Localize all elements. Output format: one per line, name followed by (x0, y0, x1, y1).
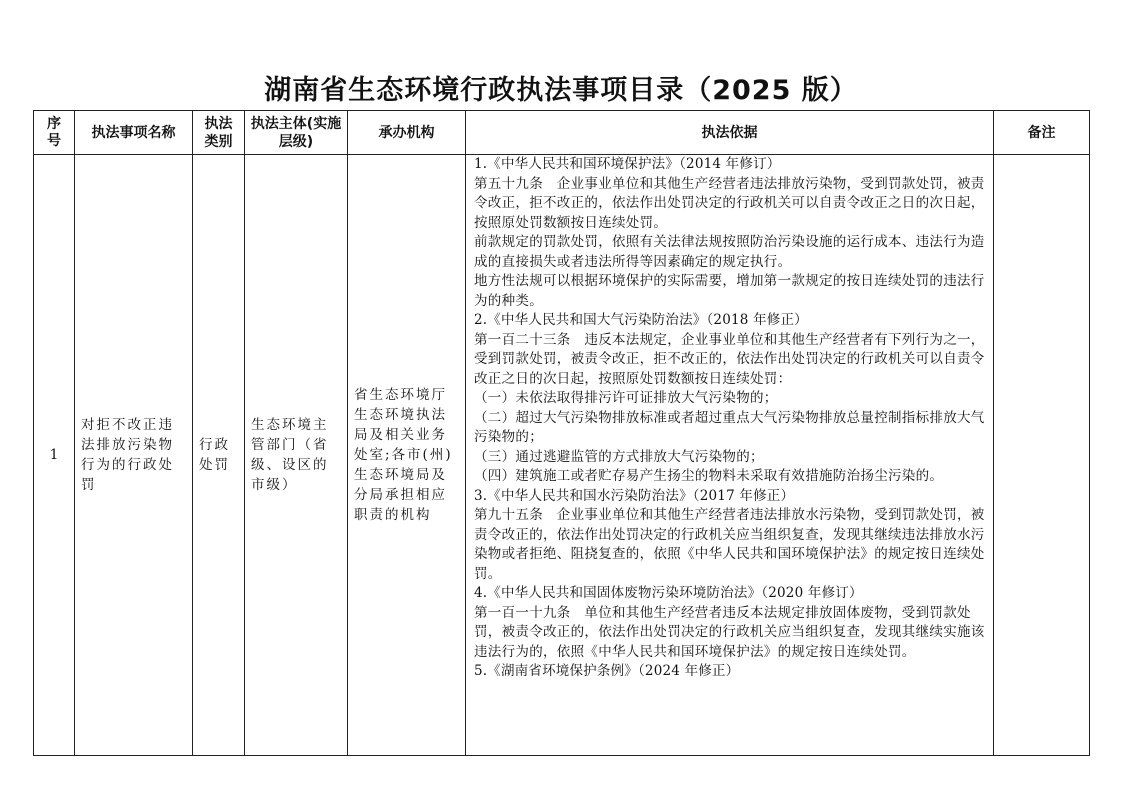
basis-item: （一）未依法取得排污许可证排放大气污染物的； (474, 390, 778, 406)
basis-article: 第一百二十三条 违反本法规定，企业事业单位和其他生产经营者有下列行为之一，受到罚款处罚，被责令改正，拒不改正的，依法作出处罚决定的行政机关可以自责令改正之日的次日起，按照原处罚数额按日连续处罚： (474, 331, 985, 387)
basis-item: （三）通过逃避监管的方式排放大气污染物的； (474, 448, 764, 465)
enforcement-table (33, 110, 1090, 756)
basis-article: 第五十九条 企业事业单位和其他生产经营者违法排放污染物，受到罚款处罚，被责令改正，拒不改正的，依法作出处罚决定的行政机关可以自责令改正之日的次日起，按照原处罚数额按日连续处罚。 (474, 175, 985, 231)
basis-law-3: 3.《中华人民共和国水污染防治法》（2017 年修正） (474, 487, 795, 504)
header-type: 执法类别 (193, 111, 245, 155)
basis-law-4: 4.《中华人民共和国固体废物污染环境防治法》（2020 年修订） (474, 585, 863, 601)
cell-type: 行政处罚 (193, 155, 245, 756)
header-name: 执法事项名称 (75, 111, 193, 155)
basis-law-2: 2.《中华人民共和国大气污染防治法》（2018 年修正） (474, 312, 808, 328)
cell-basis (466, 155, 994, 756)
basis-law-1: 1.《中华人民共和国环境保护法》（2014 年修订） (474, 156, 781, 172)
cell-subject: 生态环境主管部门（省级、设区的市级） (245, 155, 348, 756)
basis-paragraph: 地方性法规可以根据环境保护的实际需要，增加第一款规定的按日连续处罚的违法行为的种类。 (474, 273, 985, 309)
basis-law-5: 5.《湖南省环境保护条例》（2024 年修正） (474, 663, 740, 679)
cell-name: 对拒不改正违法排放污染物行为的行政处罚 (75, 155, 193, 756)
cell-remark (994, 155, 1090, 756)
basis-paragraph: 前款规定的罚款处罚，依照有关法律法规按照防治污染设施的运行成本、违法行为造成的直接损失或者违法所得等因素确定的规定执行。 (474, 234, 985, 270)
header-basis: 执法依据 (466, 111, 994, 155)
basis-item: （二）超过大气污染物排放标准或者超过重点大气污染物排放总量控制指标排放大气污染物的； (474, 409, 985, 445)
header-subject: 执法主体(实施层级) (245, 111, 348, 155)
page-title: 湖南省生态环境行政执法事项目录（2025 版） (264, 75, 858, 106)
table-header-row (34, 111, 1090, 155)
header-org: 承办机构 (348, 111, 466, 155)
basis-article: 第一百一十九条 单位和其他生产经营者违反本法规定排放固体废物，受到罚款处罚，被责令改正的，依法作出处罚决定的行政机关应当组织复查，发现其继续实施该违法行为的，依照《中华人民共和国环境保护法》的规定按日连续处罚。 (474, 604, 985, 660)
basis-article: 第九十五条 企业事业单位和其他生产经营者违法排放水污染物，受到罚款处罚，被责令改正的，依法作出处罚决定的行政机关应当组织复查，发现其继续违法排放水污染物或者拒绝、阻挠复查的，依照《中华人民共和国环境保护法》的规定按日连续处罚。 (474, 507, 985, 582)
cell-seq: 1 (34, 155, 75, 756)
header-seq: 序号 (34, 111, 75, 155)
header-remark: 备注 (994, 111, 1090, 155)
table-row (34, 155, 1090, 756)
basis-item: （四）建筑施工或者贮存易产生扬尘的物料未采取有效措施防治扬尘污染的。 (474, 468, 944, 484)
cell-org: 省生态环境厅生态环境执法局及相关业务处室;各市(州)生态环境局及分局承担相应职责的机构 (348, 155, 466, 756)
